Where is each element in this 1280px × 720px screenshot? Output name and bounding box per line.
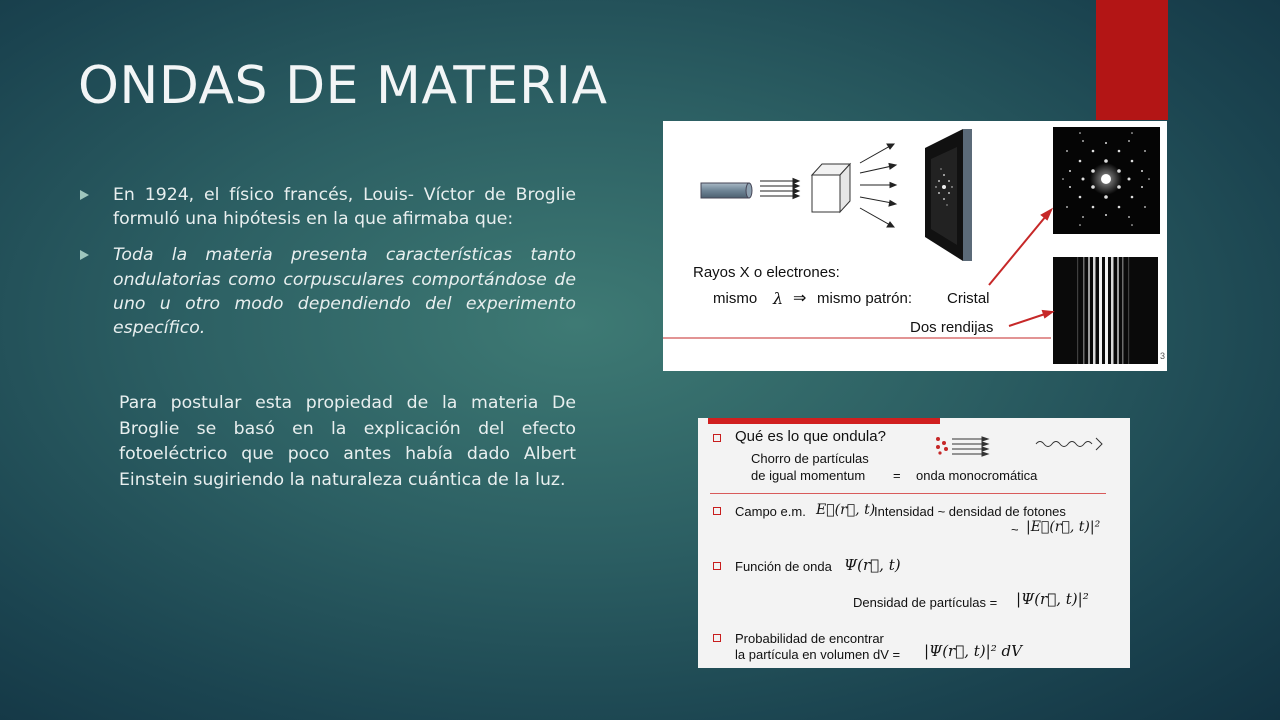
source-tube xyxy=(701,183,749,198)
equals-symbol: = xyxy=(893,468,901,483)
detector-screen xyxy=(925,129,972,261)
implies-symbol: ⇒ xyxy=(793,290,807,307)
tilde-symbol: ~ xyxy=(1011,522,1019,537)
incident-beam-arrows xyxy=(760,179,799,199)
crystal-pattern-image xyxy=(1053,127,1160,234)
volumen-text: la partícula en volumen dV = xyxy=(735,647,901,662)
page-fragment: 3 xyxy=(1160,351,1166,361)
funcion-label: Función de onda xyxy=(735,559,832,574)
crystal-cube xyxy=(812,164,850,212)
checkbox-square-icon xyxy=(713,562,721,570)
checkbox-square-icon xyxy=(713,434,721,442)
monocromatica-text: onda monocromática xyxy=(916,468,1038,483)
dos-rendijas-label: Dos rendijas xyxy=(910,319,994,336)
chorro-text: Chorro de partículas xyxy=(751,451,869,466)
checkbox-square-icon xyxy=(713,634,721,642)
intensity-math: |E⃗(r⃗, t)|² xyxy=(1026,519,1101,535)
figure-top-bar xyxy=(708,418,940,424)
section-divider xyxy=(710,493,1106,494)
mismo-patron-label: mismo patrón: xyxy=(817,290,913,307)
particle-arrows-icon xyxy=(952,437,988,456)
bullet-list xyxy=(80,183,576,352)
mismo-label: mismo xyxy=(713,290,758,307)
wave-icon xyxy=(1036,442,1092,447)
diffraction-figure xyxy=(663,121,1167,371)
campo-label: Campo e.m. xyxy=(735,504,806,519)
cristal-label: Cristal xyxy=(947,290,990,307)
red-accent-bar xyxy=(1096,0,1168,120)
scattered-beam-arrows xyxy=(860,144,896,227)
pointer-arrows xyxy=(989,210,1052,326)
funcion-math: Ψ(r⃗, t) xyxy=(844,556,901,574)
bullet-text: En 1924, el físico francés, Louis- Víctor de Broglie formuló una hipótesis en la que afirmaba que: xyxy=(113,185,576,230)
wave-arrowhead-icon xyxy=(1096,438,1102,450)
probabilidad-text: Probabilidad de encontrar xyxy=(735,631,884,646)
bullet-arrow-icon xyxy=(80,250,89,260)
probabilidad-math: |Ψ(r⃗, t)|² dV xyxy=(924,642,1022,660)
lambda-symbol: λ xyxy=(773,289,784,308)
momentum-text: de igual momentum xyxy=(751,468,866,483)
particle-wave-sketch xyxy=(934,435,1114,459)
bullet-item xyxy=(80,183,576,231)
campo-math: E⃗(r⃗, t) xyxy=(816,502,876,518)
rayos-label: Rayos X o electrones: xyxy=(693,264,840,281)
densidad-text: Densidad de partículas = xyxy=(853,595,998,610)
bullet-arrow-icon xyxy=(80,190,89,200)
densidad-math: |Ψ(r⃗, t)|² xyxy=(1016,590,1089,608)
particles-icon xyxy=(936,437,948,455)
bullet-item xyxy=(80,243,576,340)
explanation-paragraph: Para postular esta propiedad de la materia De Broglie se basó en la explicación del efecto fotoeléctrico que poco antes había dado Albert Einstein sugiriendo la naturaleza cuántica de la luz. xyxy=(119,393,576,490)
checkbox-square-icon xyxy=(713,507,721,515)
wave-function-figure xyxy=(698,418,1130,668)
question-text: Qué es lo que ondula? xyxy=(735,428,886,445)
slide-title: ONDAS DE MATERIA xyxy=(78,56,608,116)
intensidad-text: Intensidad ~ densidad de fotones xyxy=(874,504,1066,519)
double-slit-pattern-image xyxy=(1053,257,1158,364)
bullet-text: Toda la materia presenta características tanto ondulatorias como corpusculares comportándose de uno u otro modo dependiendo del experimento específico. xyxy=(113,245,576,339)
